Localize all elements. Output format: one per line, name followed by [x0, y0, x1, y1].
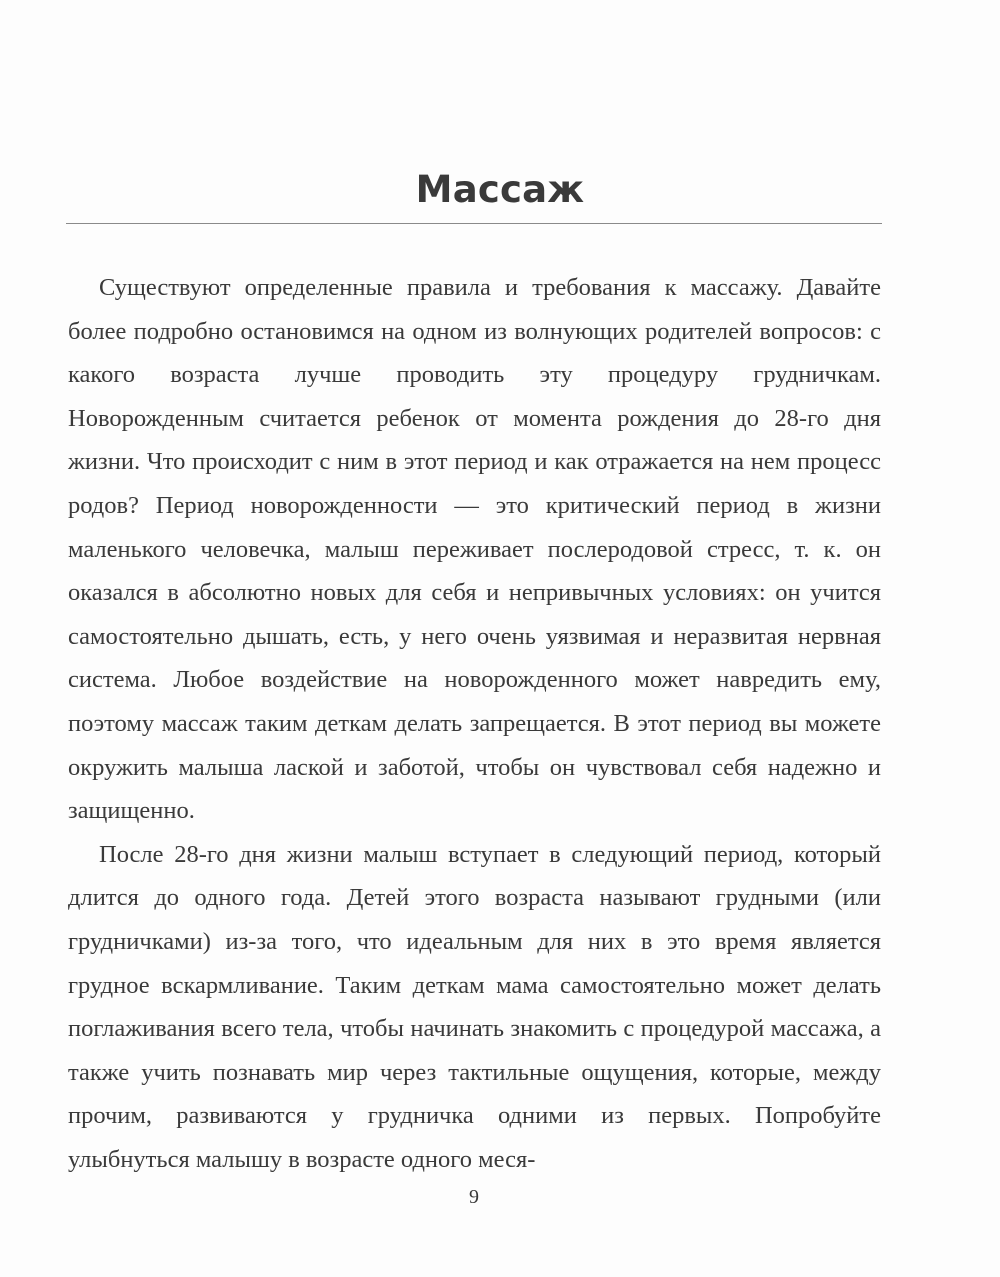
page-number: 9 — [469, 1186, 479, 1208]
body-text — [68, 266, 881, 1181]
title-underline — [66, 223, 882, 224]
page-title: Массаж — [415, 168, 585, 211]
paragraph-2: После 28-го дня жизни малыш вступает в следующий период, который длится до одного года. Детей этого возраста называют грудными (или грудничками) из-за того, что идеальным для них в это время является грудное вскармливание. Таким деткам мама самостоятельно может делать поглаживания всего тела, чтобы начинать знакомить с процедурой массажа, а также учить познавать мир через тактильные ощущения, которые, между прочим, развиваются у грудничка одними из первых. Попробуйте улыбнуться малышу в возрасте одного меся- — [68, 840, 881, 1173]
paragraph-1: Существуют определенные правила и требования к массажу. Давайте более подробно остановимся на одном из волнующих родителей вопросов: с какого возраста лучше проводить эту процедуру грудничкам. Новорожденным считается ребенок от момента рождения до 28-го дня жизни. Что происходит с ним в этот период и как отражается на нем процесс родов? Период новорожденности — это критический период в жизни маленького человечка, малыш переживает послеродовой стресс, т. к. он оказался в абсолютно новых для себя и непривычных условиях: он учится самостоятельно дышать, есть, у него очень уязвимая и неразвитая нервная система. Любое воздействие на новорожденного может навредить ему, поэтому массаж таким деткам делать запрещается. В этот период вы можете окружить малыша лаской и заботой, чтобы он чувствовал себя надежно и защищенно. — [68, 274, 881, 825]
